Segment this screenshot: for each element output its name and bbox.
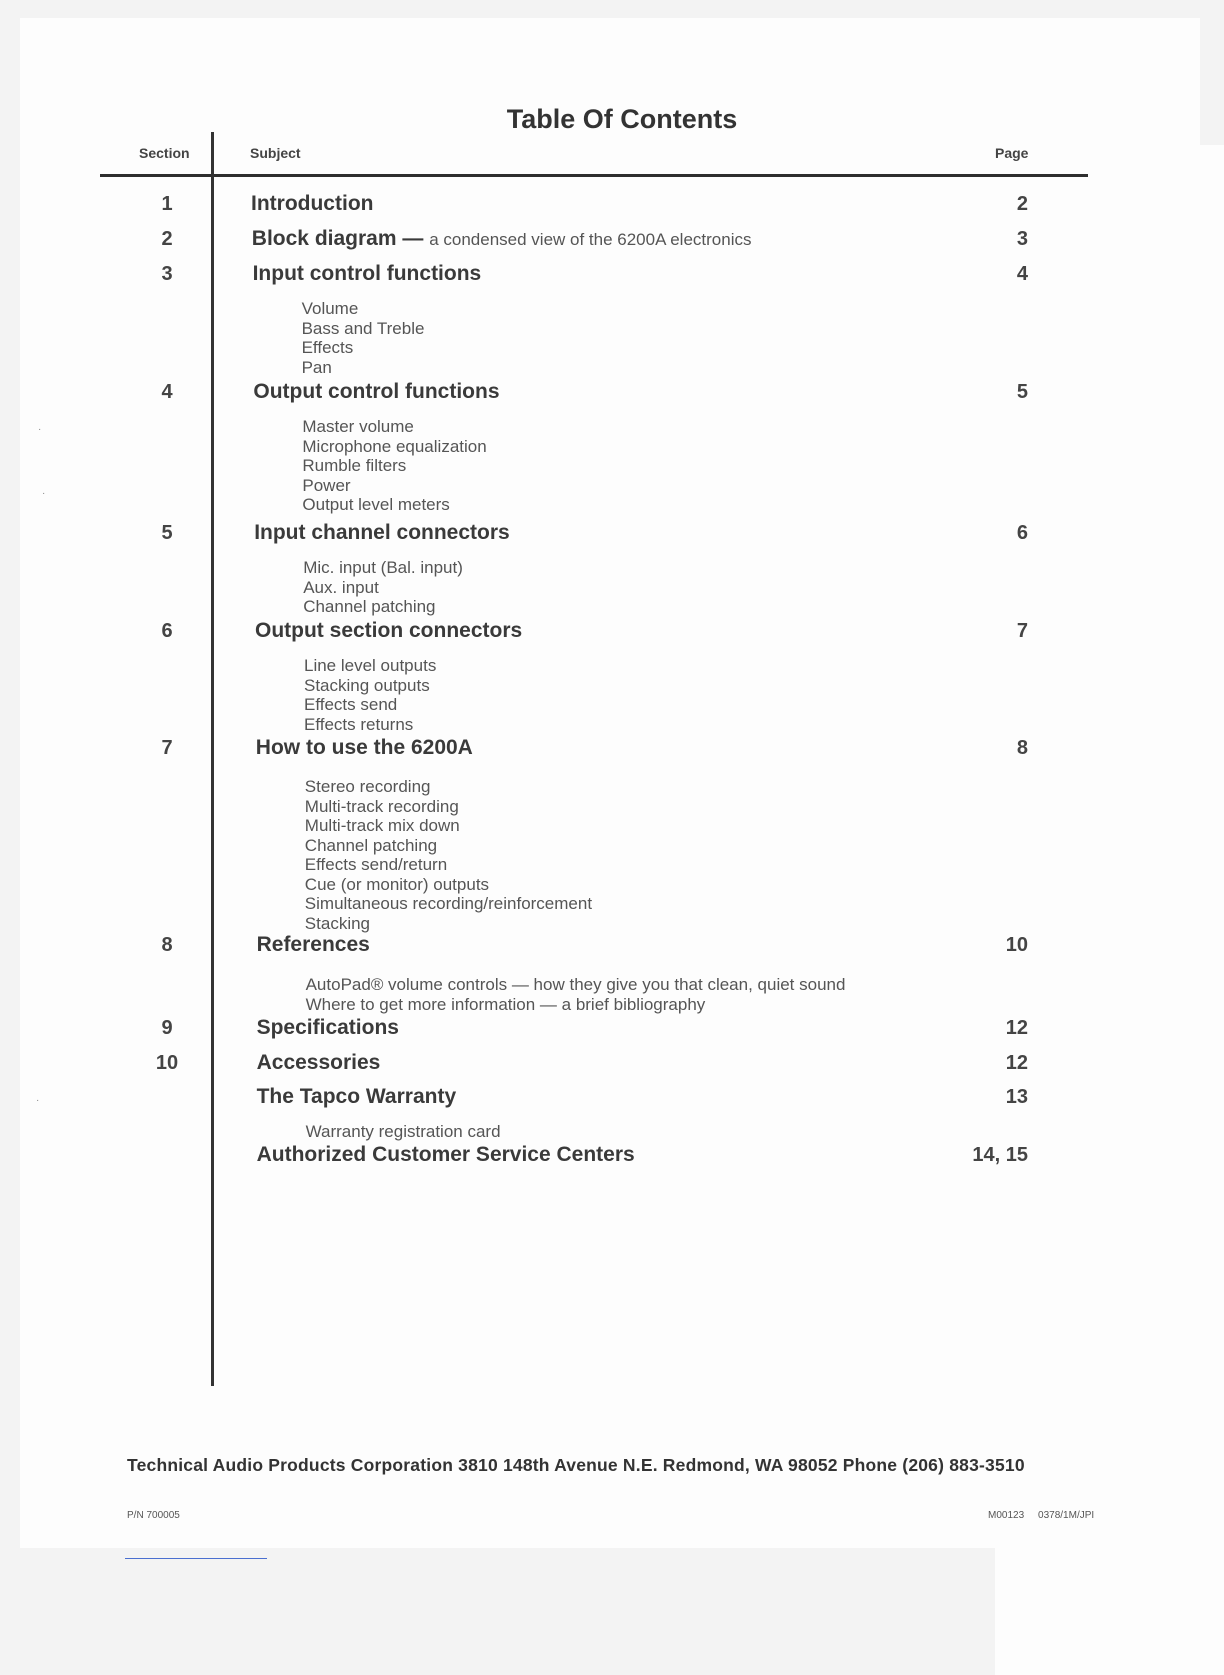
subtopic-item: Aux. input	[303, 577, 379, 597]
page-title: Table Of Contents	[506, 104, 738, 134]
section-heading-text: References	[256, 933, 370, 956]
section-heading	[252, 227, 752, 251]
scan-speck: ·	[36, 1095, 40, 1106]
subtopic-list	[306, 975, 846, 1014]
subtopic-item: Stacking outputs	[304, 675, 430, 695]
subtopic-item: Where to get more information — a brief bibliography	[305, 994, 706, 1014]
page-number: 8	[1016, 737, 1028, 759]
section-heading	[257, 1085, 457, 1109]
section-heading	[257, 1051, 381, 1075]
section-number: 10	[155, 1052, 179, 1074]
scan-speck: ·	[38, 424, 42, 435]
subtopic-item: Power	[302, 475, 351, 495]
subtopic-item: Microphone equalization	[302, 436, 487, 456]
subtopic-item: AutoPad® volume controls — how they give you that clean, quiet sound	[305, 975, 846, 994]
document-code: M00123 0378/1M/JPI	[988, 1510, 1095, 1521]
page-number: 4	[1016, 263, 1028, 285]
section-number: 1	[161, 193, 173, 215]
subtopic-item: Multi-track mix down	[304, 816, 460, 835]
section-heading	[254, 521, 510, 545]
section-heading-text: Output section connectors	[255, 619, 523, 642]
subtopic-item: Effects	[301, 338, 354, 357]
page-number: 5	[1016, 381, 1028, 403]
column-header-section: Section	[139, 145, 190, 161]
page-number: 13	[1005, 1086, 1028, 1108]
subtopic-item: Channel patching	[303, 597, 436, 616]
footer-address: Technical Audio Products Corporation 3810 148th Avenue N.E. Redmond, WA 98052 Phone (206) 883-3510	[127, 1455, 1025, 1475]
subtopic-item: Stacking	[304, 913, 370, 933]
section-heading-text: Input control functions	[252, 262, 482, 285]
page-number: 3	[1016, 228, 1028, 250]
subtopic-item: Line level outputs	[304, 656, 437, 675]
column-divider	[211, 132, 214, 1386]
section-heading	[253, 262, 482, 286]
subtopic-list	[302, 299, 425, 377]
section-number: 8	[161, 934, 173, 956]
page-number: 12	[1005, 1052, 1028, 1074]
section-heading	[255, 619, 522, 643]
subtopic-item: Master volume	[302, 417, 414, 436]
section-number: 3	[161, 263, 173, 285]
page-number: 12	[1005, 1017, 1028, 1039]
subtopic-list	[304, 656, 436, 734]
section-description: a condensed view of the 6200A electronics	[429, 230, 752, 249]
page-number: 10	[1005, 934, 1028, 956]
subtopic-item: Effects send	[304, 695, 398, 714]
page-number: 7	[1016, 620, 1028, 642]
subtopic-list	[303, 558, 463, 617]
section-heading-text: Introduction	[251, 192, 374, 215]
section-heading	[257, 1016, 399, 1040]
section-heading	[257, 1143, 635, 1167]
header-divider	[100, 174, 1088, 177]
subtopic-item: Channel patching	[304, 835, 438, 855]
column-header-subject: Subject	[250, 145, 301, 161]
page-number: 6	[1016, 522, 1028, 544]
section-number: 7	[161, 737, 173, 759]
subtopic-item: Mic. input (Bal. input)	[303, 558, 463, 577]
section-heading	[256, 736, 473, 760]
section-heading-text: Block diagram —	[251, 227, 424, 250]
section-heading	[251, 192, 373, 216]
subtopic-item: Warranty registration card	[305, 1122, 501, 1141]
section-number: 4	[161, 381, 173, 403]
subtopic-item: Effects send/return	[304, 855, 448, 874]
subtopic-list	[305, 777, 592, 933]
subtopic-item: Cue (or monitor) outputs	[304, 874, 490, 894]
section-heading-text: How to use the 6200A	[255, 736, 473, 759]
section-heading-text: Authorized Customer Service Centers	[256, 1143, 635, 1166]
subtopic-item: Multi-track recording	[304, 796, 459, 816]
subtopic-list	[302, 417, 486, 515]
column-header-page: Page	[995, 145, 1224, 1675]
section-heading-text: Output control functions	[253, 380, 500, 403]
section-number: 5	[161, 522, 173, 544]
subtopic-item: Effects returns	[304, 714, 414, 734]
page-number: 2	[1016, 193, 1028, 215]
footer-link-underline	[125, 1558, 267, 1559]
section-heading-text: Specifications	[256, 1016, 399, 1039]
section-number: 6	[161, 620, 173, 642]
subtopic-item: Stereo recording	[304, 777, 431, 796]
section-number: 2	[161, 228, 173, 250]
subtopic-item: Simultaneous recording/reinforcement	[304, 894, 593, 913]
part-number: P/N 700005	[127, 1510, 180, 1521]
subtopic-item: Volume	[301, 299, 359, 318]
subtopic-item: Pan	[301, 357, 332, 377]
page-number: 14, 15	[972, 1144, 1028, 1166]
subtopic-item: Rumble filters	[302, 456, 407, 475]
section-heading	[253, 380, 499, 404]
section-heading-text: The Tapco Warranty	[256, 1085, 457, 1108]
section-number: 9	[161, 1017, 173, 1039]
subtopic-item: Output level meters	[302, 495, 450, 514]
section-heading-text: Accessories	[256, 1051, 381, 1074]
section-heading-text: Input channel connectors	[254, 521, 510, 544]
section-heading	[257, 933, 370, 957]
subtopic-item: Bass and Treble	[301, 318, 425, 338]
scan-speck: ·	[42, 488, 46, 499]
subtopic-list	[306, 1122, 501, 1142]
